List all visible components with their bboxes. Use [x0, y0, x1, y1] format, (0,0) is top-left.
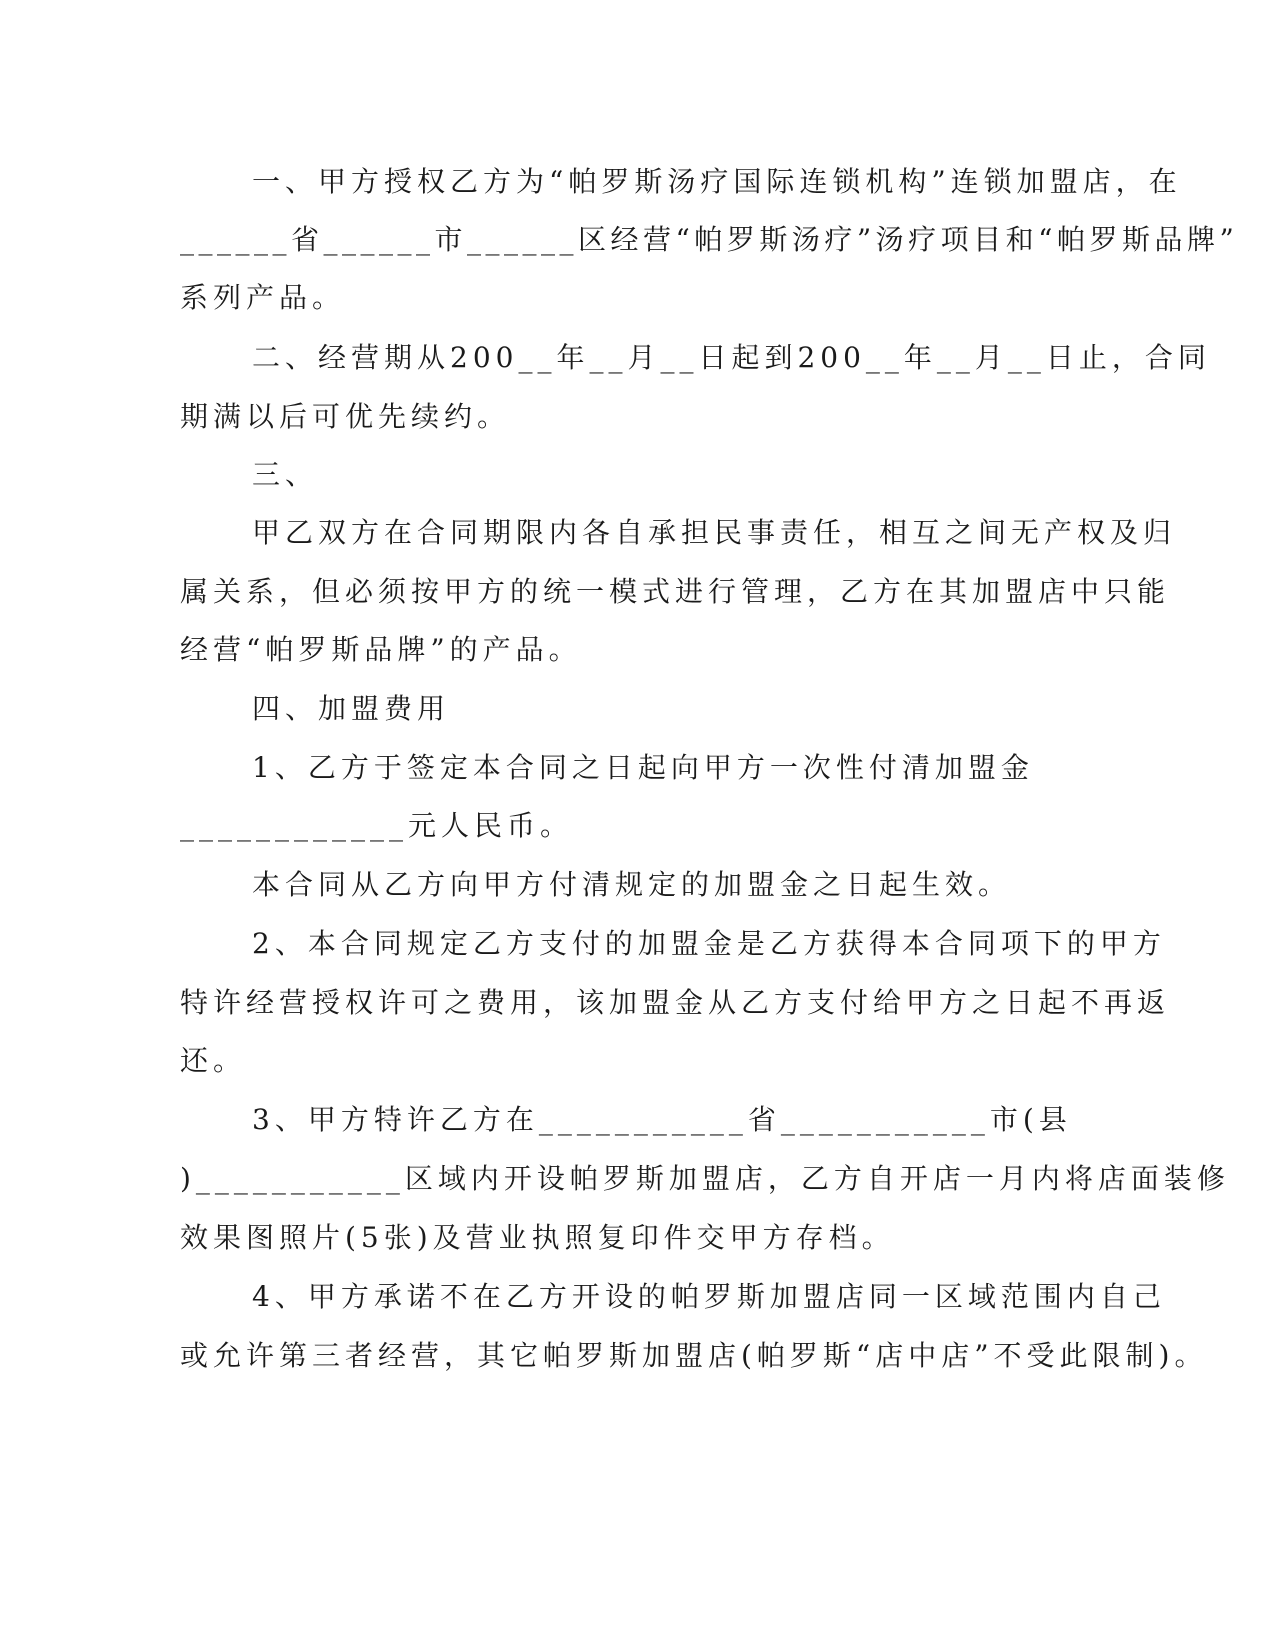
item-3-line-3: 效果图照片(5张)及营业执照复印件交甲方存档。	[180, 1221, 895, 1254]
item-1-line-2: ____________元人民币。	[180, 809, 574, 842]
item-3-line-1: 3、甲方特许乙方在___________省___________市(县	[252, 1103, 1072, 1136]
item-4-line-2: 或允许第三者经营，其它帕罗斯加盟店(帕罗斯“店中店”不受此限制)。	[180, 1339, 1208, 1372]
item-1-line-1: 1、乙方于签定本合同之日起向甲方一次性付清加盟金	[252, 751, 1034, 784]
clause-2-line-1: 二、经营期从200__年__月__日起到200__年__月__日止，合同	[252, 341, 1211, 374]
clause-1-line-1: 一、甲方授权乙方为“帕罗斯汤疗国际连锁机构”连锁加盟店，在	[252, 165, 1182, 198]
clause-1-line-3: 系列产品。	[180, 281, 346, 314]
clause-3-line-2: 属关系，但必须按甲方的统一模式进行管理，乙方在其加盟店中只能	[180, 575, 1171, 608]
clause-3-line-1: 甲乙双方在合同期限内各自承担民事责任，相互之间无产权及归	[252, 516, 1177, 549]
clause-3-heading: 三、	[252, 458, 319, 491]
item-4-line-1: 4、甲方承诺不在乙方开设的帕罗斯加盟店同一区域范围内自己	[252, 1280, 1166, 1313]
item-3-line-2: )___________区域内开设帕罗斯加盟店，乙方自开店一月内将店面装修	[180, 1162, 1230, 1195]
item-2-line-3: 还。	[180, 1044, 247, 1077]
item-2-line-1: 2、本合同规定乙方支付的加盟金是乙方获得本合同项下的甲方	[252, 927, 1166, 960]
section-4-heading: 四、加盟费用	[252, 692, 451, 725]
clause-3-line-3: 经营“帕罗斯品牌”的产品。	[180, 633, 582, 666]
clause-1-line-2: ______省______市______区经营“帕罗斯汤疗”汤疗项目和“帕罗斯品牌”	[180, 223, 1239, 256]
effective-clause: 本合同从乙方向甲方付清规定的加盟金之日起生效。	[252, 868, 1012, 901]
clause-2-line-2: 期满以后可优先续约。	[180, 400, 511, 433]
item-2-line-2: 特许经营授权许可之费用，该加盟金从乙方支付给甲方之日起不再返	[180, 986, 1171, 1019]
